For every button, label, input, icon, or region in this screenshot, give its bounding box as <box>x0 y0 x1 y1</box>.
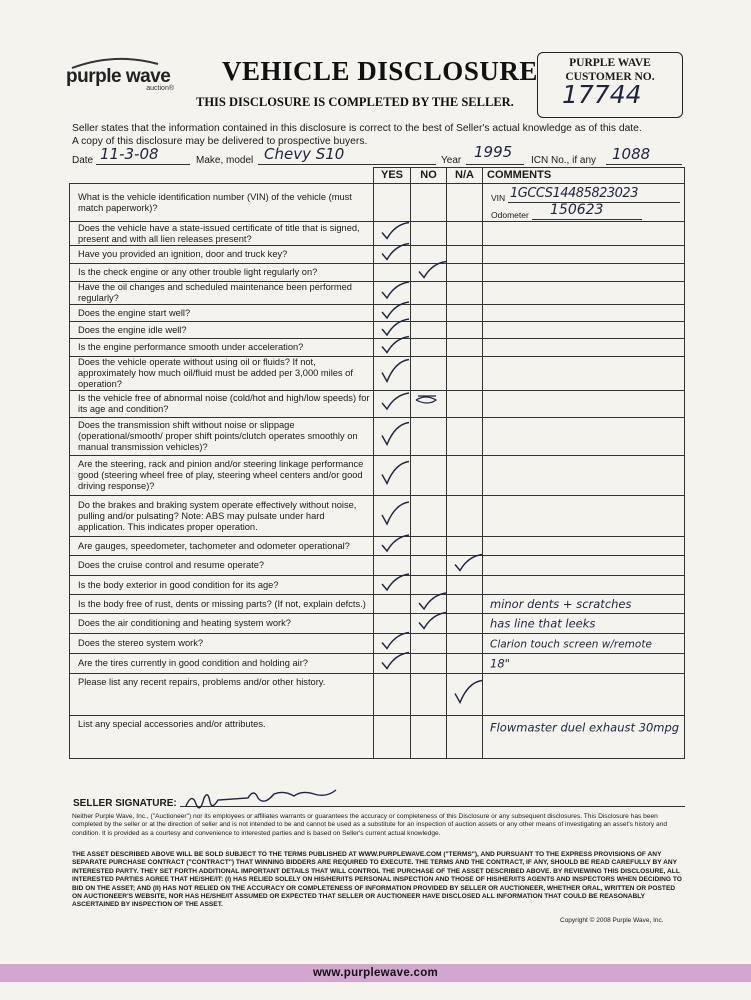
question-text: Have you provided an ignition, door and truck key? <box>70 246 374 264</box>
comment-cell[interactable] <box>483 654 685 674</box>
answer-na-cell[interactable] <box>447 716 483 759</box>
comment-cell[interactable] <box>483 418 685 456</box>
table-header-row <box>70 168 685 184</box>
answer-na-cell[interactable] <box>447 322 483 339</box>
question-text: Is the check engine or any other trouble light regularly on? <box>70 264 374 282</box>
statement-line2: A copy of this disclosure may be delivered to prospective buyers. <box>72 136 368 147</box>
answer-no-cell[interactable] <box>411 595 447 614</box>
table-row <box>70 222 685 246</box>
answer-no-cell[interactable] <box>411 322 447 339</box>
answer-na-cell[interactable] <box>447 556 483 576</box>
seller-signature-label: SELLER SIGNATURE: <box>73 798 177 809</box>
handwritten-comment: Flowmaster duel exhaust 30mpg <box>490 720 680 735</box>
answer-no-cell[interactable] <box>411 576 447 595</box>
disclosure-table <box>69 167 685 759</box>
seller-statement <box>72 122 692 148</box>
page-title: VEHICLE DISCLOSURE <box>222 56 538 86</box>
answer-no-cell[interactable] <box>411 556 447 576</box>
table-row <box>70 654 685 674</box>
customer-number-value[interactable]: 17744 <box>562 80 642 109</box>
vin-label: VIN <box>491 193 506 203</box>
answer-na-cell[interactable] <box>447 418 483 456</box>
table-row <box>70 418 685 456</box>
question-text: Does the vehicle have a state-issued certificate of title that is signed, present and with all lien releases present? <box>70 222 374 246</box>
answer-yes-cell[interactable] <box>374 576 411 595</box>
question-text: Is the engine performance smooth under acceleration? <box>70 339 374 357</box>
page-subtitle: THIS DISCLOSURE IS COMPLETED BY THE SELLER. <box>196 95 514 109</box>
table-row <box>70 357 685 391</box>
answer-na-cell[interactable] <box>447 282 483 305</box>
answer-yes-cell[interactable] <box>374 716 411 759</box>
question-text: Does the vehicle operate without using oil or fluids? If not, approximately how much oil/fluid must be added per 3,000 miles of operation? <box>70 357 374 391</box>
answer-yes-cell[interactable] <box>374 496 411 537</box>
answer-yes-cell[interactable] <box>374 305 411 322</box>
comment-cell[interactable] <box>483 305 685 322</box>
odometer-field[interactable]: 150623 <box>550 202 604 218</box>
question-text: Does the air conditioning and heating system work? <box>70 614 374 634</box>
table-row <box>70 339 685 357</box>
handwritten-comment: 18" <box>490 656 510 671</box>
answer-yes-cell[interactable] <box>374 264 411 282</box>
comment-cell[interactable] <box>483 537 685 556</box>
answer-no-cell[interactable] <box>411 716 447 759</box>
handwritten-comment: Clarion touch screen w/remote <box>490 638 652 651</box>
answer-yes-cell[interactable] <box>374 654 411 674</box>
table-row <box>70 264 685 282</box>
terms-text: THE ASSET DESCRIBED ABOVE WILL BE SOLD SUBJECT TO THE TERMS PUBLISHED AT WWW.PURPLEWAVE.COM ("TERMS"), AND PURSUANT TO THE EXPRESS PROVISIONS OF ANY SEPARATE PURCHASE CONTRACT ("CONTRACT") THAT WINNING BIDDERS ARE REQUIRED TO EXECUTE. THE TERMS AND THE CONTRACT, IF ANY, SHOULD BE READ CAREFULLY BY ANY INTERESTED PARTY. THEY SET FORTH ADDITIONAL IMPORTANT DETAILS THAT WILL CONTROL THE PURCHASE OF THE ASSET DESCRIBED ABOVE. BY REVIEWING THIS DISCLOSURE, ALL INTERESTED PARTIES AGREE THAT HE/SHE/IT: (I) HAS RELIED SOLELY ON HIS/HER/ITS PERSONAL INSPECTION AND THOSE OF HIS/HER/ITS AGENTS AND INSPECTORS WHEN DECIDING TO BID ON THE ASSET; AND (II) HAS NOT RELIED ON THE ACCURACY OR COMPLETENESS OF INFORMATION PROVIDED BY SELLER OR AUCTIONEER, WHETHER ORAL, WRITTEN OR POSTED ON AUCTIONEER'S WEBSITE, NOR HAS HE/SHE/IT ASSUMED OR EXPECTED THAT SELLER OR AUCTIONEER HAVE DISCLOSED ALL INFORMATION THAT COULD BE REASONABLY ASCERTAINED BY INSPECTION OF THE ASSET. <box>72 851 682 909</box>
handwritten-comment: minor dents + scratches <box>490 597 632 611</box>
answer-yes-cell[interactable] <box>374 537 411 556</box>
answer-yes-cell[interactable] <box>374 556 411 576</box>
answer-no-cell[interactable] <box>411 634 447 654</box>
header-yes: YES <box>374 168 411 184</box>
answer-no-cell[interactable] <box>411 222 447 246</box>
table-row <box>70 537 685 556</box>
icn-field[interactable]: 1088 <box>612 145 651 163</box>
logo-wordmark: purple wave <box>66 66 171 87</box>
table-row <box>70 576 685 595</box>
customer-box-line1: PURPLE WAVE <box>569 57 651 69</box>
answer-yes-cell[interactable] <box>374 357 411 391</box>
question-text: Is the body exterior in good condition for its age? <box>70 576 374 595</box>
comment-cell[interactable] <box>483 282 685 305</box>
table-row <box>70 456 685 496</box>
footer-url-link[interactable]: www.purplewave.com <box>312 967 439 979</box>
answer-na-cell[interactable] <box>447 614 483 634</box>
answer-na-cell[interactable] <box>447 357 483 391</box>
comment-cell[interactable] <box>483 246 685 264</box>
answer-yes-cell[interactable] <box>374 418 411 456</box>
question-text: Is the body free of rust, dents or missing parts? (If not, explain defcts.) <box>70 595 374 614</box>
header-comments: COMMENTS <box>483 168 685 184</box>
answer-no-cell[interactable] <box>411 496 447 537</box>
answer-yes-cell[interactable] <box>374 322 411 339</box>
purple-wave-logo <box>66 66 196 92</box>
year-label: Year <box>441 155 462 166</box>
answer-no-cell[interactable] <box>411 537 447 556</box>
answer-na-cell[interactable] <box>447 222 483 246</box>
question-text: Does the transmission shift without noise or slippage (operational/smooth/ proper shift points/clutch operates smoothly on manual transmission vehicles)? <box>70 418 374 456</box>
answer-no-cell[interactable] <box>411 418 447 456</box>
answer-yes-cell[interactable] <box>374 595 411 614</box>
question-text: Are gauges, speedometer, tachometer and odometer operational? <box>70 537 374 556</box>
comment-cell[interactable] <box>483 222 685 246</box>
comment-cell[interactable] <box>483 264 685 282</box>
answer-no-cell[interactable] <box>411 282 447 305</box>
comment-cell[interactable] <box>483 456 685 496</box>
answer-na-cell[interactable] <box>447 595 483 614</box>
year-field[interactable]: 1995 <box>474 143 513 161</box>
question-text: List any special accessories and/or attributes. <box>70 716 374 759</box>
answer-yes-cell[interactable] <box>374 674 411 716</box>
answer-na-cell[interactable] <box>447 674 483 716</box>
comment-cell[interactable] <box>483 595 685 614</box>
customer-box-line2: CUSTOMER NO. <box>565 71 655 83</box>
comment-cell[interactable] <box>483 322 685 339</box>
answer-na-cell[interactable] <box>447 264 483 282</box>
answer-no-cell[interactable] <box>411 456 447 496</box>
question-text: Have the oil changes and scheduled maintenance been performed regularly? <box>70 282 374 305</box>
comment-cell[interactable] <box>483 634 685 654</box>
odometer-label: Odometer <box>491 210 529 220</box>
make-model-label: Make, model <box>196 155 254 166</box>
question-text: Is the vehicle free of abnormal noise (cold/hot and high/low speeds) for its age and condition? <box>70 391 374 418</box>
answer-yes-cell[interactable] <box>374 246 411 264</box>
table-row <box>70 496 685 537</box>
answer-no-cell[interactable] <box>411 674 447 716</box>
answer-no-cell[interactable] <box>411 614 447 634</box>
table-row <box>70 246 685 264</box>
question-text: What is the vehicle identification number (VIN) of the vehicle (must match paperwork)? <box>70 184 374 222</box>
answer-no-cell[interactable] <box>411 391 447 418</box>
copyright: Copyright © 2008 Purple Wave, Inc. <box>560 917 664 924</box>
comment-cell[interactable] <box>483 391 685 418</box>
table-row <box>70 305 685 322</box>
comment-cell[interactable] <box>483 496 685 537</box>
question-text: Are the tires currently in good condition and holding air? <box>70 654 374 674</box>
answer-yes-cell[interactable] <box>374 456 411 496</box>
answer-yes-cell[interactable] <box>374 634 411 654</box>
answer-yes-cell[interactable] <box>374 184 411 222</box>
handwritten-comment: has line that leeks <box>490 616 596 631</box>
question-text: Please list any recent repairs, problems and/or other history. <box>70 674 374 716</box>
logo-tagline: auction® <box>146 85 174 92</box>
table-row <box>70 391 685 418</box>
comment-cell[interactable] <box>483 556 685 576</box>
answer-na-cell[interactable] <box>447 537 483 556</box>
table-row <box>70 556 685 576</box>
answer-no-cell[interactable] <box>411 357 447 391</box>
answer-na-cell[interactable] <box>447 305 483 322</box>
answer-na-cell[interactable] <box>447 391 483 418</box>
answer-na-cell[interactable] <box>447 456 483 496</box>
table-row <box>70 282 685 305</box>
table-row <box>70 634 685 654</box>
question-text: Does the engine start well? <box>70 305 374 322</box>
question-text: Are the steering, rack and pinion and/or steering linkage performance good (steering wheel free of play, steering wheel centers and/or good driving response)? <box>70 456 374 496</box>
answer-na-cell[interactable] <box>447 576 483 595</box>
comment-cell[interactable] <box>483 614 685 634</box>
answer-na-cell[interactable] <box>447 496 483 537</box>
table-row <box>70 674 685 716</box>
answer-no-cell[interactable] <box>411 654 447 674</box>
statement-line1: Seller states that the information contained in this disclosure is correct to the best of Seller's actual knowledge as of this date. <box>72 123 642 134</box>
comment-cell[interactable] <box>483 576 685 595</box>
date-label: Date <box>72 155 94 166</box>
comment-cell[interactable] <box>483 716 685 759</box>
answer-na-cell[interactable] <box>447 246 483 264</box>
table-row <box>70 322 685 339</box>
comment-cell[interactable] <box>483 339 685 357</box>
disclaimer-text: Neither Purple Wave, Inc., ("Auctioneer") nor its employees or affiliates warrants or guarantees the accuracy or completeness of this Disclosure or any subsequent disclosures. This Disclosure has been completed by the seller or at the direction of seller and is not intended to be and cannot be used as a substitute for an inspection of auction assets or any other means of investigating an asset's history and condition. It is provided as a courtesy and convenience to interested parties and is based on Seller's current actual knowledge. <box>72 813 668 837</box>
answer-na-cell[interactable] <box>447 654 483 674</box>
table-row <box>70 716 685 759</box>
answer-yes-cell[interactable] <box>374 339 411 357</box>
header-na: N/A <box>447 168 483 184</box>
wave-arc-icon <box>70 56 160 70</box>
make-model-field[interactable]: Chevy S10 <box>264 145 345 163</box>
header-no: NO <box>411 168 447 184</box>
answer-yes-cell[interactable] <box>374 614 411 634</box>
answer-na-cell[interactable] <box>447 634 483 654</box>
date-field[interactable]: 11-3-08 <box>100 145 159 163</box>
answer-no-cell[interactable] <box>411 246 447 264</box>
question-text: Does the cruise control and resume operate? <box>70 556 374 576</box>
answer-na-cell[interactable] <box>447 184 483 222</box>
answer-na-cell[interactable] <box>447 339 483 357</box>
vin-field[interactable]: 1GCCS14485823023 <box>510 186 638 201</box>
answer-no-cell[interactable] <box>411 339 447 357</box>
answer-no-cell[interactable] <box>411 264 447 282</box>
icn-label: ICN No., if any <box>531 155 597 166</box>
question-text: Does the engine idle well? <box>70 322 374 339</box>
answer-yes-cell[interactable] <box>374 391 411 418</box>
answer-no-cell[interactable] <box>411 305 447 322</box>
answer-yes-cell[interactable] <box>374 282 411 305</box>
comment-cell[interactable] <box>483 674 685 716</box>
table-row <box>70 614 685 634</box>
answer-yes-cell[interactable] <box>374 222 411 246</box>
answer-no-cell[interactable] <box>411 184 447 222</box>
table-row <box>70 595 685 614</box>
question-text: Do the brakes and braking system operate effectively without noise, pulling and/or pulsating? Note: ABS may pulsate under hard application. This indicates proper operation. <box>70 496 374 537</box>
comment-cell[interactable] <box>483 357 685 391</box>
question-text: Does the stereo system work? <box>70 634 374 654</box>
